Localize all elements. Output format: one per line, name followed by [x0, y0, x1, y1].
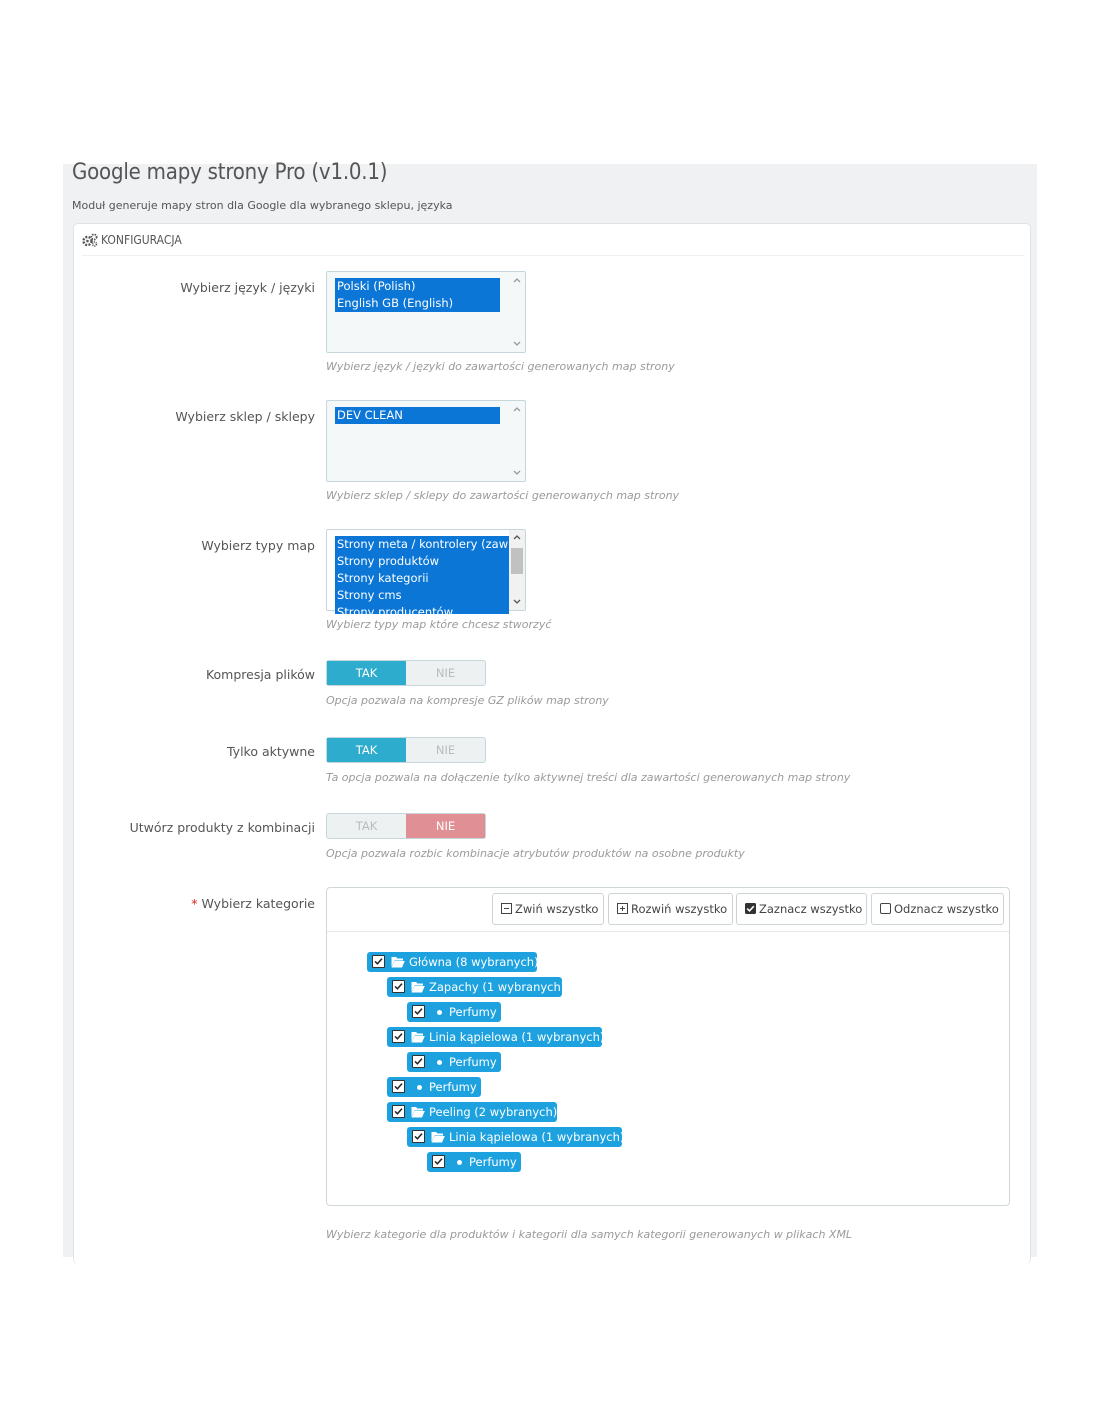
expand-all-button[interactable] [608, 893, 733, 925]
category-tree-panel [326, 887, 1010, 1206]
collapse-icon [501, 903, 512, 914]
node-checkbox[interactable] [432, 1155, 445, 1168]
node-checkbox[interactable] [412, 1055, 425, 1068]
scroll-down-icon[interactable] [512, 338, 522, 348]
folder-open-icon [411, 981, 425, 993]
only-active-help: Ta opcja pozwala na dołączenie tylko aktywnej treści dla zawartości generowanych map strony [326, 771, 851, 784]
map-type-option-manufacturers[interactable]: Strony producentów [335, 604, 509, 614]
node-label: Linia kąpielowa (1 wybranych) [429, 1030, 605, 1044]
tree-node[interactable] [427, 1152, 521, 1172]
node-label: Perfumy [449, 1055, 497, 1069]
uncheck-all-button[interactable] [871, 893, 1004, 925]
tree-node[interactable] [407, 1127, 625, 1147]
language-option-polish[interactable]: Polski (Polish) [335, 278, 500, 295]
node-label: Perfumy [469, 1155, 517, 1169]
categories-label: Wybierz kategorie [201, 896, 315, 911]
expand-all-label: Rozwiń wszystko [631, 902, 728, 916]
page-title: Google mapy strony Pro (v1.0.1) [72, 160, 388, 185]
node-label: Linia kąpielowa (1 wybranych) [449, 1130, 625, 1144]
folder-open-icon [431, 1131, 445, 1143]
only-active-no-option[interactable]: NIE [435, 743, 456, 757]
folder-open-icon [411, 1106, 425, 1118]
tree-node[interactable] [387, 1027, 605, 1047]
scrollbar-thumb[interactable] [511, 548, 523, 574]
collapse-all-label: Zwiń wszystko [515, 902, 599, 916]
expand-icon [617, 903, 628, 914]
only-active-label: Tylko aktywne [226, 744, 315, 759]
check-all-label: Zaznacz wszystko [759, 902, 863, 916]
shops-label: Wybierz sklep / sklepy [175, 409, 315, 424]
main-content [63, 160, 1037, 1257]
folder-open-icon [391, 956, 405, 968]
collapse-all-button[interactable] [492, 893, 604, 925]
scroll-up-icon[interactable] [512, 276, 522, 286]
bullet-icon [437, 1060, 442, 1065]
check-all-button[interactable] [736, 893, 867, 925]
bullet-icon [417, 1085, 422, 1090]
node-label: Zapachy (1 wybranych) [429, 980, 566, 994]
map-type-option-meta[interactable]: Strony meta / kontrolery (zaw [337, 537, 509, 551]
scroll-up-icon[interactable] [512, 405, 522, 415]
languages-select[interactable] [326, 271, 526, 353]
category-tree-toolbar [327, 888, 1009, 932]
combinations-no-option[interactable]: NIE [406, 814, 485, 838]
map-types-help: Wybierz typy map które chcesz stworzyć [326, 618, 552, 631]
node-checkbox[interactable] [412, 1005, 425, 1018]
map-types-select[interactable] [326, 529, 526, 619]
categories-help: Wybierz kategorie dla produktów i kategorii dla samych kategorii generowanych w plikach XML [326, 1228, 853, 1241]
map-type-option-products[interactable]: Strony produktów [335, 553, 509, 570]
language-option-english[interactable]: English GB (English) [335, 295, 500, 312]
folder-open-icon [411, 1031, 425, 1043]
combinations-toggle[interactable] [326, 813, 486, 839]
tree-node[interactable] [367, 952, 537, 972]
checked-checkbox-icon [745, 903, 756, 914]
shops-help: Wybierz sklep / sklepy do zawartości generowanych map strony [326, 489, 680, 502]
node-checkbox[interactable] [412, 1130, 425, 1143]
combinations-help: Opcja pozwala rozbic kombinacje atrybutów produktów na osobne produkty [326, 847, 745, 860]
combinations-yes-option[interactable]: TAK [355, 819, 378, 833]
compression-yes-option[interactable]: TAK [327, 661, 406, 685]
map-type-option-categories[interactable]: Strony kategorii [335, 570, 509, 587]
tree-node[interactable] [387, 977, 566, 997]
compression-no-option[interactable]: NIE [435, 666, 456, 680]
panel-heading [82, 232, 1024, 256]
uncheck-all-label: Odznacz wszystko [894, 902, 999, 916]
tree-node[interactable] [407, 1002, 501, 1022]
categories-label-wrap [191, 896, 315, 911]
required-mark: * [191, 896, 198, 911]
tree-node[interactable] [387, 1102, 557, 1122]
scroll-down-icon[interactable] [512, 467, 522, 477]
scroll-up-icon[interactable] [512, 533, 522, 543]
tree-node[interactable] [387, 1077, 481, 1097]
page-description: Moduł generuje mapy stron dla Google dla wybranego sklepu, języka [72, 199, 453, 212]
shops-scrollbar[interactable] [509, 401, 525, 481]
map-type-option-cms[interactable]: Strony cms [335, 587, 509, 604]
shop-option-dev-clean[interactable]: DEV CLEAN [335, 407, 500, 424]
empty-checkbox-icon [880, 903, 891, 914]
languages-label: Wybierz język / języki [180, 280, 315, 295]
node-checkbox[interactable] [392, 1105, 405, 1118]
node-checkbox[interactable] [392, 1080, 405, 1093]
node-label: Główna (8 wybranych) [409, 955, 539, 969]
languages-help: Wybierz język / języki do zawartości generowanych map strony [326, 360, 675, 373]
configuration-panel [73, 223, 1031, 1264]
bullet-icon [457, 1160, 462, 1165]
compression-help: Opcja pozwala na kompresje GZ plików map strony [326, 694, 609, 707]
node-label: Perfumy [449, 1005, 497, 1019]
node-label: Perfumy [429, 1080, 477, 1094]
node-label: Peeling (2 wybranych) [429, 1105, 558, 1119]
map-types-label: Wybierz typy map [201, 538, 315, 553]
node-checkbox[interactable] [392, 980, 405, 993]
combinations-label: Utwórz produkty z kombinacji [129, 820, 315, 835]
tree-node[interactable] [407, 1052, 501, 1072]
panel-heading-text: KONFIGURACJA [101, 233, 182, 247]
compression-label: Kompresja plików [205, 667, 315, 682]
only-active-yes-option[interactable]: TAK [327, 738, 406, 762]
scroll-down-icon[interactable] [512, 596, 522, 606]
languages-scrollbar[interactable] [509, 272, 525, 352]
node-checkbox[interactable] [392, 1030, 405, 1043]
bullet-icon [437, 1010, 442, 1015]
shops-select[interactable] [326, 400, 526, 482]
map-types-scrollbar[interactable] [509, 530, 525, 610]
compression-toggle[interactable] [326, 660, 486, 686]
node-checkbox[interactable] [372, 955, 385, 968]
gears-icon [82, 233, 98, 247]
only-active-toggle[interactable] [326, 737, 486, 763]
